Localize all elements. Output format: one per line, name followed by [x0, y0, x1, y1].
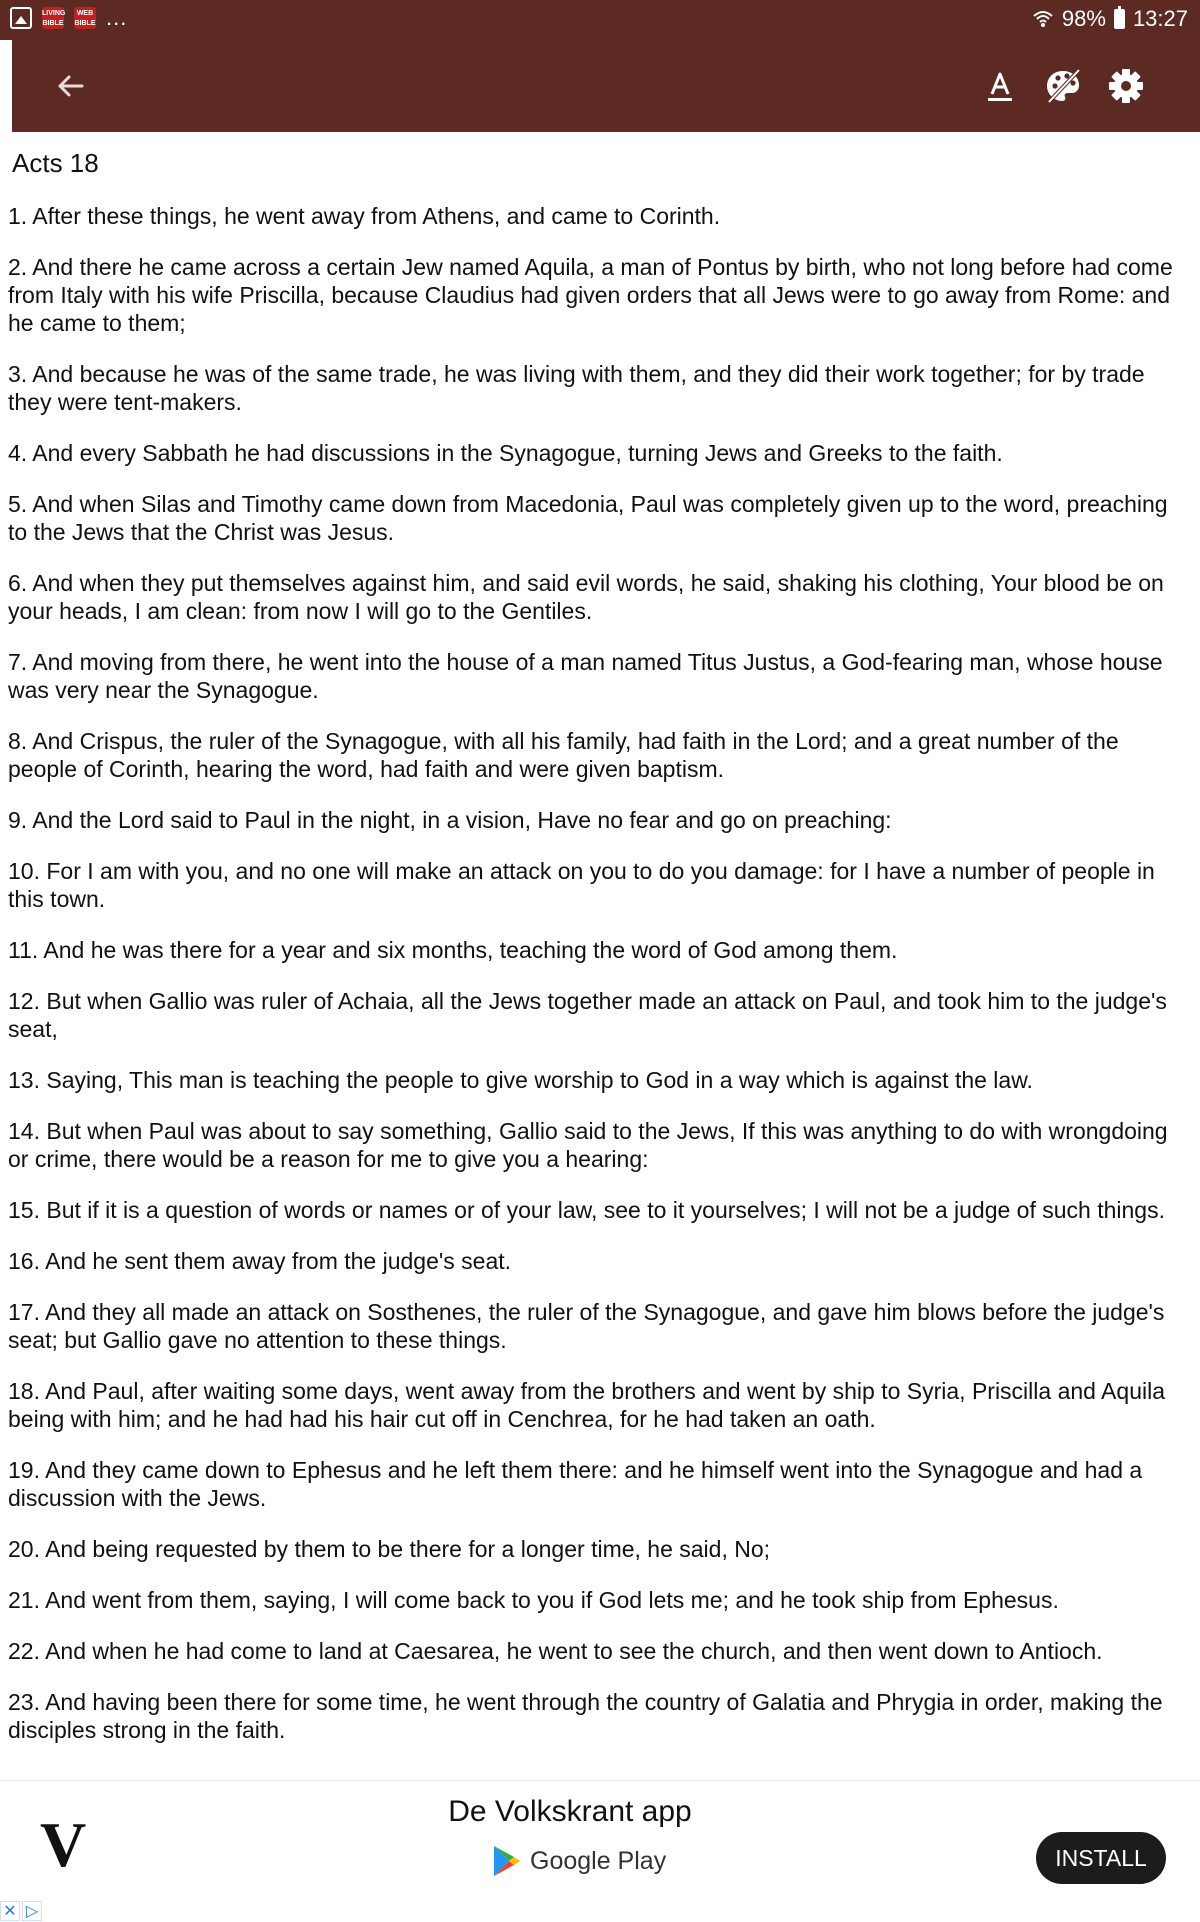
verse-14[interactable]: 14. But when Paul was about to say something, Gallio said to the Jews, If this was anything to do with wrongdoing or crime, there would be a reason for me to give you a hearing:: [8, 1118, 1168, 1172]
install-button[interactable]: INSTALL: [1036, 1832, 1166, 1884]
verse-12[interactable]: 12. But when Gallio was ruler of Achaia, all the Jews together made an attack on Paul, and took him to the judge's seat,: [8, 988, 1167, 1042]
verse-20[interactable]: 20. And being requested by them to be there for a longer time, he said, No;: [8, 1536, 771, 1562]
chapter-content[interactable]: [0, 132, 1200, 1780]
google-play-icon: [492, 1845, 522, 1877]
store-name: Google Play: [530, 1846, 667, 1875]
status-right: [1032, 6, 1188, 32]
verse-18[interactable]: 18. And Paul, after waiting some days, went away from the brothers and went by ship to Syria, Priscilla and Aquila being with him; and he had had his hair cut off in Cenchrea, for he had taken an oath.: [8, 1378, 1165, 1432]
ad-banner[interactable]: [0, 1780, 1200, 1921]
verse-7[interactable]: 7. And moving from there, he went into the house of a man named Titus Justus, a God-fearing man, whose house was very near the Synagogue.: [8, 649, 1163, 703]
google-play-badge[interactable]: [492, 1845, 666, 1877]
gallery-notification-icon: [10, 7, 32, 29]
clock: 13:27: [1132, 6, 1188, 31]
back-arrow-icon[interactable]: [50, 66, 90, 106]
verse-23[interactable]: 23. And having been there for some time, he went through the country of Galatia and Phrygia in order, making the disciples strong in the faith.: [8, 1689, 1163, 1743]
ad-choices[interactable]: [0, 1901, 42, 1921]
app-toolbar: [12, 40, 1200, 132]
verse-10[interactable]: 10. For I am with you, and no one will make an attack on you to do you damage: for I have a number of people in this town.: [8, 858, 1155, 912]
advertiser-logo[interactable]: V: [40, 1809, 87, 1880]
verse-3[interactable]: 3. And because he was of the same trade, he was living with them, and they did their work together; for by trade they were tent-makers.: [8, 361, 1145, 415]
verse-13[interactable]: 13. Saying, This man is teaching the people to give worship to God in a way which is against the law.: [8, 1067, 1033, 1093]
verse-9[interactable]: 9. And the Lord said to Paul in the night, in a vision, Have no fear and go on preaching:: [8, 807, 892, 833]
chapter-title: Acts 18: [12, 148, 99, 178]
ad-close-icon[interactable]: ✕: [0, 1901, 20, 1921]
battery-icon: [1114, 9, 1125, 29]
verse-15[interactable]: 15. But if it is a question of words or names or of your law, see to it yourselves; I will not be a judge of such things.: [8, 1197, 1165, 1223]
verse-19[interactable]: 19. And they came down to Ephesus and he left them there: and he himself went into the Synagogue and had a discussion with the Jews.: [8, 1457, 1143, 1511]
gear-icon[interactable]: [1104, 64, 1148, 108]
battery-percentage: 98%: [1061, 6, 1106, 31]
verse-16[interactable]: 16. And he sent them away from the judge's seat.: [8, 1248, 512, 1274]
palette-icon[interactable]: [1041, 64, 1085, 108]
verse-22[interactable]: 22. And when he had come to land at Caesarea, he went to see the church, and then went down to Antioch.: [8, 1638, 1103, 1664]
verse-1[interactable]: 1. After these things, he went away from Athens, and came to Corinth.: [8, 203, 721, 229]
text-format-icon[interactable]: [978, 64, 1022, 108]
verse-5[interactable]: 5. And when Silas and Timothy came down from Macedonia, Paul was completely given up to the word, preaching to the Jews that the Christ was Jesus.: [8, 491, 1168, 545]
verse-list: [8, 202, 1193, 1767]
living-bible-notification-icon: LIVING BIBLE: [42, 7, 64, 29]
status-bar: [0, 0, 1200, 40]
verse-21[interactable]: 21. And went from them, saying, I will come back to you if God lets me; and he took ship from Ephesus.: [8, 1587, 1059, 1613]
verse-17[interactable]: 17. And they all made an attack on Sosthenes, the ruler of the Synagogue, and gave him blows before the judge's seat; but Gallio gave no attention to these things.: [8, 1299, 1165, 1353]
web-bible-notification-icon: WEB BIBLE: [74, 7, 96, 29]
ad-info-icon[interactable]: ▷: [22, 1901, 42, 1921]
ad-title[interactable]: De Volkskrant app: [448, 1795, 692, 1828]
verse-11[interactable]: 11. And he was there for a year and six months, teaching the word of God among them.: [8, 937, 898, 963]
status-notifications: [10, 7, 127, 29]
verse-6[interactable]: 6. And when they put themselves against him, and said evil words, he said, shaking his clothing, Your blood be on your heads, I am clean: from now I will go to the Gentiles.: [8, 570, 1164, 624]
verse-8[interactable]: 8. And Crispus, the ruler of the Synagogue, with all his family, had faith in the Lord; and a great number of the people of Corinth, hearing the word, had faith and were given baptism.: [8, 728, 1119, 782]
verse-2[interactable]: 2. And there he came across a certain Jew named Aquila, a man of Pontus by birth, who not long before had come from Italy with his wife Priscilla, because Claudius had given orders that all Jews were to go away from Rome: and he came to them;: [8, 254, 1173, 336]
more-notifications-indicator: ...: [106, 5, 128, 30]
verse-4[interactable]: 4. And every Sabbath he had discussions in the Synagogue, turning Jews and Greeks to the faith.: [8, 440, 1003, 466]
wifi-icon: [1032, 8, 1054, 30]
